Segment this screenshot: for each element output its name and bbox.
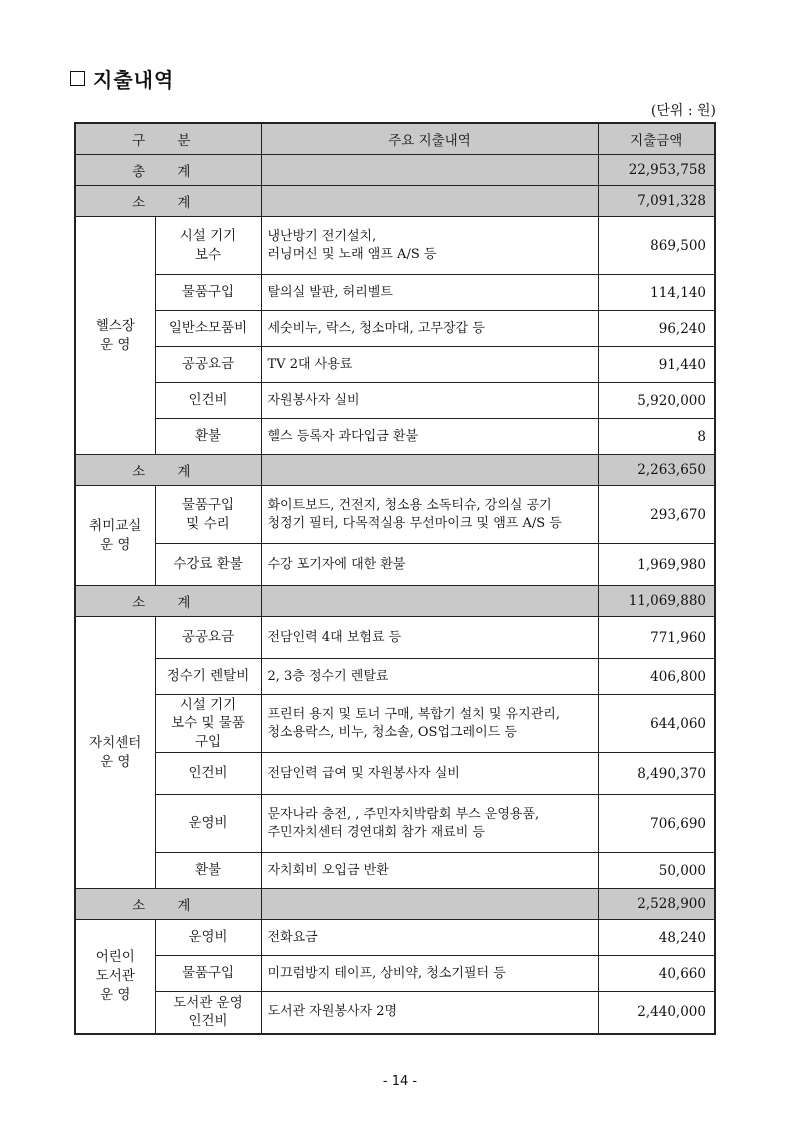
item-name: 수강료 환불 — [155, 544, 261, 586]
item-amount: 50,000 — [598, 853, 715, 889]
subtotal-row — [75, 889, 715, 920]
subtotal-description — [261, 455, 598, 486]
item-amount: 706,690 — [598, 795, 715, 853]
subtotal-amount: 2,263,650 — [598, 455, 715, 486]
item-name: 인건비 — [155, 383, 261, 419]
column-header-description: 주요 지출내역 — [261, 123, 598, 155]
item-amount: 644,060 — [598, 695, 715, 753]
item-name: 일반소모품비 — [155, 311, 261, 347]
table-header-row — [75, 123, 715, 155]
table-row — [75, 419, 715, 455]
item-amount: 771,960 — [598, 617, 715, 659]
subtotal-amount: 7,091,328 — [598, 186, 715, 217]
item-name: 운영비 — [155, 795, 261, 853]
subtotal-label: 소 계 — [75, 889, 261, 920]
item-name: 물품구입 및 수리 — [155, 486, 261, 544]
subtotal-description — [261, 186, 598, 217]
item-name: 공공요금 — [155, 347, 261, 383]
column-header-category: 구 분 — [75, 123, 261, 155]
item-amount: 869,500 — [598, 217, 715, 275]
item-description: 문자나라 충전, , 주민자치박람회 부스 운영용품, 주민자치센터 경연대회 참가 재료비 등 — [261, 795, 598, 853]
item-name: 공공요금 — [155, 617, 261, 659]
item-amount: 1,969,980 — [598, 544, 715, 586]
table-row — [75, 956, 715, 992]
expense-table — [74, 122, 716, 1035]
subtotal-row — [75, 186, 715, 217]
table-row — [75, 795, 715, 853]
item-name: 운영비 — [155, 920, 261, 956]
subtotal-label: 소 계 — [75, 455, 261, 486]
table-row — [75, 853, 715, 889]
subtotal-row — [75, 455, 715, 486]
item-description: 프린터 용지 및 토너 구매, 복합기 설치 및 유지관리, 청소용락스, 비누, 청소솔, OS업그레이드 등 — [261, 695, 598, 753]
table-row — [75, 383, 715, 419]
item-description: 수강 포기자에 대한 환불 — [261, 544, 598, 586]
table-row — [75, 347, 715, 383]
item-description: 헬스 등록자 과다입금 환불 — [261, 419, 598, 455]
item-description: 미끄럼방지 테이프, 상비약, 청소기필터 등 — [261, 956, 598, 992]
item-amount: 2,440,000 — [598, 992, 715, 1034]
group-name: 자치센터 운 영 — [75, 617, 155, 889]
table-row — [75, 217, 715, 275]
table-row — [75, 617, 715, 659]
table-row — [75, 695, 715, 753]
table-row — [75, 992, 715, 1034]
item-amount: 48,240 — [598, 920, 715, 956]
table-body — [75, 155, 715, 1034]
total-amount: 22,953,758 — [598, 155, 715, 186]
item-description: 세숫비누, 락스, 청소마대, 고무장갑 등 — [261, 311, 598, 347]
unit-label: (단위 : 원) — [650, 103, 716, 119]
item-amount: 91,440 — [598, 347, 715, 383]
item-description: 자원봉사자 실비 — [261, 383, 598, 419]
item-amount: 40,660 — [598, 956, 715, 992]
item-description: 탈의실 발판, 허리벨트 — [261, 275, 598, 311]
item-description: 2, 3층 정수기 렌탈료 — [261, 659, 598, 695]
item-amount: 293,670 — [598, 486, 715, 544]
group-name: 헬스장 운 영 — [75, 217, 155, 455]
subtotal-description — [261, 889, 598, 920]
item-description: 전담인력 4대 보험료 등 — [261, 617, 598, 659]
item-description: 전화요금 — [261, 920, 598, 956]
item-amount: 8 — [598, 419, 715, 455]
item-description: 화이트보드, 건전지, 청소용 소독티슈, 강의실 공기 청정기 필터, 다목적실용 무선마이크 및 앰프 A/S 등 — [261, 486, 598, 544]
group-name: 취미교실 운 영 — [75, 486, 155, 586]
item-name: 환불 — [155, 853, 261, 889]
group-name: 어린이 도서관 운 영 — [75, 920, 155, 1034]
item-amount: 406,800 — [598, 659, 715, 695]
subtotal-description — [261, 586, 598, 617]
item-name: 시설 기기 보수 및 물품 구입 — [155, 695, 261, 753]
table-row — [75, 920, 715, 956]
item-name: 인건비 — [155, 753, 261, 795]
item-description: 냉난방기 전기설치, 러닝머신 및 노래 앰프 A/S 등 — [261, 217, 598, 275]
item-name: 시설 기기 보수 — [155, 217, 261, 275]
subtotal-row — [75, 586, 715, 617]
item-amount: 114,140 — [598, 275, 715, 311]
subtotal-label: 소 계 — [75, 586, 261, 617]
subtotal-label: 소 계 — [75, 186, 261, 217]
item-description: TV 2대 사용료 — [261, 347, 598, 383]
total-description — [261, 155, 598, 186]
item-name: 물품구입 — [155, 275, 261, 311]
item-amount: 96,240 — [598, 311, 715, 347]
total-row — [75, 155, 715, 186]
section-heading — [70, 64, 174, 93]
item-name: 물품구입 — [155, 956, 261, 992]
table-row — [75, 753, 715, 795]
column-header-amount: 지출금액 — [598, 123, 715, 155]
page-number: - 14 - — [382, 1074, 418, 1089]
item-name: 정수기 렌탈비 — [155, 659, 261, 695]
table-row — [75, 544, 715, 586]
total-label: 총 계 — [75, 155, 261, 186]
item-description: 전담인력 급여 및 자원봉사자 실비 — [261, 753, 598, 795]
item-name: 환불 — [155, 419, 261, 455]
table-row — [75, 659, 715, 695]
item-description: 자치회비 오입금 반환 — [261, 853, 598, 889]
subtotal-amount: 11,069,880 — [598, 586, 715, 617]
item-description: 도서관 자원봉사자 2명 — [261, 992, 598, 1034]
checkbox-square-icon — [70, 71, 85, 86]
item-name: 도서관 운영 인건비 — [155, 992, 261, 1034]
table-row — [75, 311, 715, 347]
item-amount: 8,490,370 — [598, 753, 715, 795]
subtotal-amount: 2,528,900 — [598, 889, 715, 920]
section-heading-text: 지출내역 — [93, 68, 175, 92]
table-row — [75, 486, 715, 544]
item-amount: 5,920,000 — [598, 383, 715, 419]
table-row — [75, 275, 715, 311]
